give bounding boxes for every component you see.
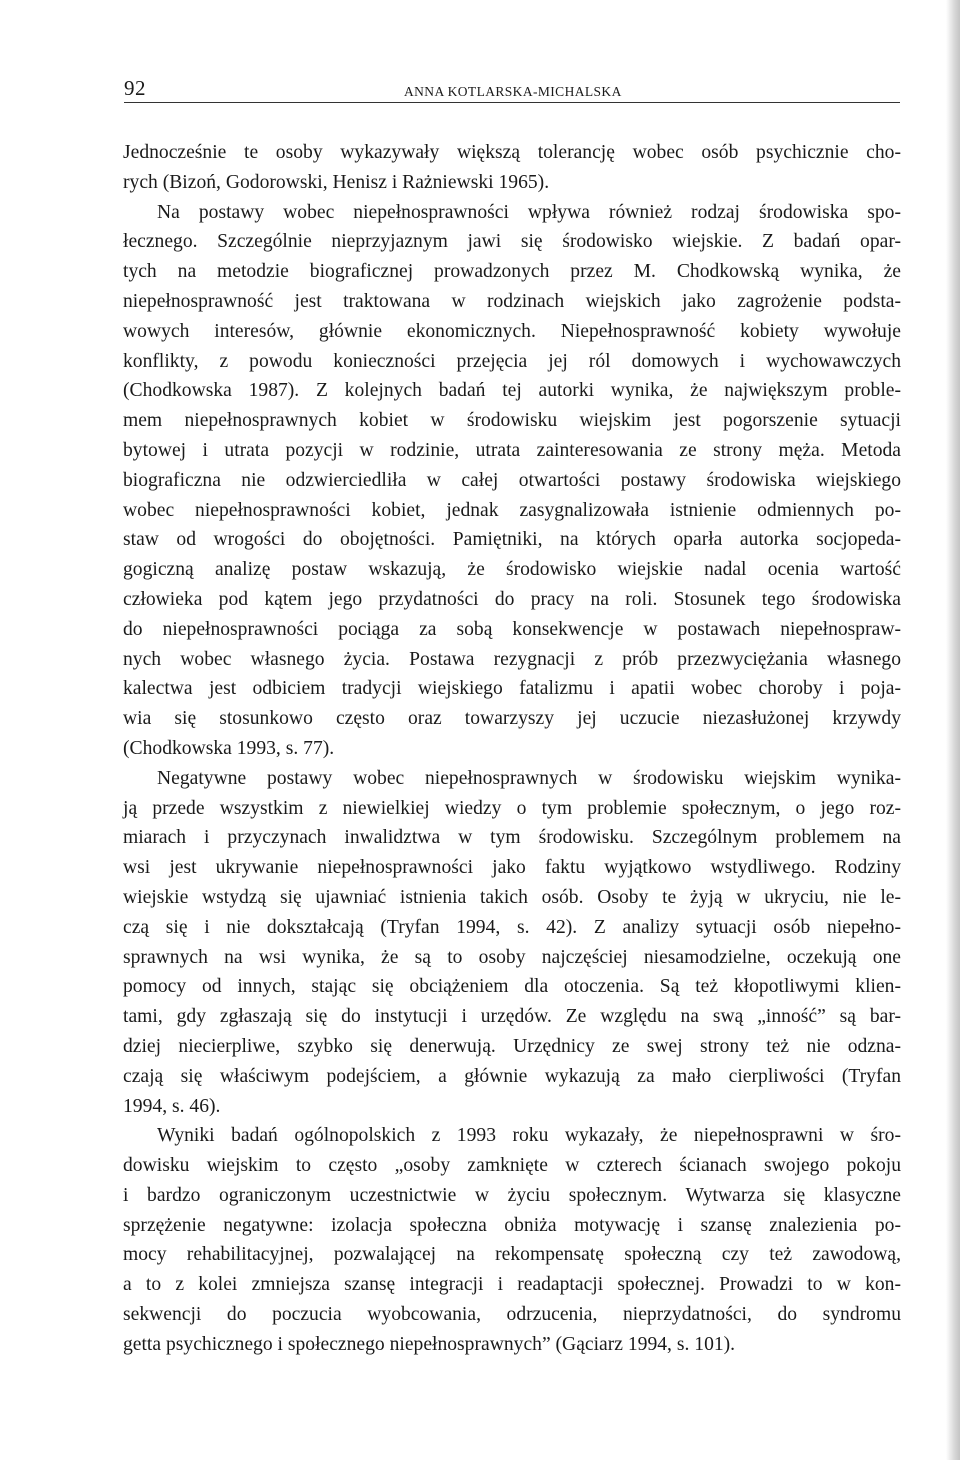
text-line: Na postawy wobec niepełnosprawności wpływa również rodzaj środowiska spo- xyxy=(157,201,901,223)
text-line: getta psychicznego i społecznego niepełnosprawnych” (Gąciarz 1994, s. 101). xyxy=(123,1333,736,1355)
page-header xyxy=(124,72,900,103)
text-line: i bardzo ograniczonym uczestnictwie w życiu społecznym. Wytwarza się klasyczne xyxy=(123,1184,901,1206)
text-line: nych wobec własnego życia. Postawa rezygnacji z prób przezwyciężania własnego xyxy=(123,648,901,670)
paragraph xyxy=(123,138,901,198)
text-line: konflikty, z powodu konieczności przejęcia jej ról domowych i wychowawczych xyxy=(123,350,901,372)
text-line: sprzężenie negatywne: izolacja społeczna obniża motywację i szansę znalezienia po- xyxy=(123,1214,901,1236)
text-line: czą się i nie dokształcają (Tryfan 1994, s. 42). Z analizy sytuacji osób niepełno- xyxy=(123,916,901,938)
text-line: pomocy od innych, stając się obciążeniem dla otoczenia. Są też kłopotliwymi klien- xyxy=(123,976,901,998)
text-line: gogiczną analizę postaw wskazują, że środowisko wiejskie nadal ocenia wartość xyxy=(123,559,901,581)
text-line: (Chodkowska 1993, s. 77). xyxy=(123,737,335,759)
text-line: czają się właściwym podejściem, a głównie wykazują za mało cierpliwości (Tryfan xyxy=(123,1065,901,1087)
text-line: wowych interesów, głównie ekonomicznych. Niepełnosprawność kobiety wywołuje xyxy=(123,320,901,342)
text-line: Jednocześnie te osoby wykazywały większą tolerancję wobec osób psychicznie cho- xyxy=(123,142,901,163)
text-line: wiejskie wstydzą się ujawniać istnienia takich osób. Osoby te żyją w ukryciu, nie le- xyxy=(123,886,901,908)
page-edge-shadow xyxy=(946,0,960,1460)
text-line: kalectwa jest odbiciem tradycji wiejskiego fatalizmu i apatii wobec choroby i poja- xyxy=(123,678,901,700)
text-line: wobec niepełnosprawności kobiet, jednak zasygnalizowała istnienie odmiennych po- xyxy=(123,499,901,521)
text-line: staw od wrogości do obojętności. Pamiętniki, na których oparła autorka socjopeda- xyxy=(123,529,901,551)
text-line: a to z kolei zmniejsza szansę integracji i readaptacji społecznej. Prowadzi to w kon- xyxy=(123,1274,901,1296)
text-line: rych (Bizoń, Godorowski, Henisz i Rażniewski 1965). xyxy=(123,171,550,193)
text-line: tych na metodzie biograficznej prowadzonych przez M. Chodkowską wynika, że xyxy=(123,261,901,283)
text-line: 1994, s. 46). xyxy=(123,1095,221,1117)
text-line: mocy rehabilitacyjnej, pozwalającej na rekompensatę społeczną czy też zawodową, xyxy=(123,1244,901,1266)
running-head: ANNA KOTLARSKA-MICHALSKA xyxy=(404,84,622,99)
text-line: do niepełnosprawności pociąga za sobą konsekwencje w postawach niepełnospraw- xyxy=(123,618,901,640)
text-line: sekwencji do poczucia wyobcowania, odrzucenia, nieprzydatności, do syndromu xyxy=(123,1304,901,1326)
page-number: 92 xyxy=(124,76,146,100)
text-line: człowieka pod kątem jego przydatności do pracy na roli. Stosunek tego środowiska xyxy=(123,588,901,610)
text-line: ją przede wszystkim z niewielkiej wiedzy o tym problemie społecznym, o jego roz- xyxy=(123,797,901,819)
text-line: bytowej i utrata pozycji w rodzinie, utrata zainteresowania ze strony męża. Metoda xyxy=(123,439,901,461)
paragraph xyxy=(123,764,901,1122)
paragraph xyxy=(123,198,901,764)
text-line: miarach i przyczynach inwalidztwa w tym środowisku. Szczególnym problemem na xyxy=(123,827,901,849)
text-line: dziej niecierpliwe, szybko się denerwują. Urzędnicy ze swej strony też nie odzna- xyxy=(123,1035,901,1057)
text-line: (Chodkowska 1987). Z kolejnych badań tej autorki wynika, że największym proble- xyxy=(123,380,901,402)
text-line: Wyniki badań ogólnopolskich z 1993 roku wykazały, że niepełnosprawni w śro- xyxy=(157,1125,901,1147)
text-line: Negatywne postawy wobec niepełnosprawnych w środowisku wiejskim wynika- xyxy=(157,767,901,789)
text-line: sprawnych na wsi wynika, że są to osoby najczęściej niesamodzielne, oczekują one xyxy=(123,946,901,968)
paragraph xyxy=(123,1121,901,1359)
text-line: tami, gdy zgłaszają się do instytucji i urzędów. Ze względu na swą „inność” są bar- xyxy=(123,1006,901,1028)
text-line: wsi jest ukrywanie niepełnosprawności jako faktu wyjątkowo wstydliwego. Rodziny xyxy=(123,857,901,879)
text-line: biograficzna nie odzwierciedliła w całej otwartości postawy środowiska wiejskiego xyxy=(123,469,901,491)
text-line: dowisku wiejskim to często „osoby zamknięte w czterech ścianach swojego pokoju xyxy=(123,1155,901,1177)
text-line: łecznego. Szczególnie nieprzyjaznym jawi się środowisko wiejskie. Z badań opar- xyxy=(123,231,901,253)
body-text xyxy=(123,138,901,1360)
text-line: mem niepełnosprawnych kobiet w środowisku wiejskim jest pogorszenie sytuacji xyxy=(123,410,901,432)
text-line: niepełnosprawność jest traktowana w rodzinach wiejskich jako zagrożenie podsta- xyxy=(123,290,901,312)
text-line: wia się stosunkowo często oraz towarzyszy jej uczucie niezasłużonej krzywdy xyxy=(123,708,901,730)
